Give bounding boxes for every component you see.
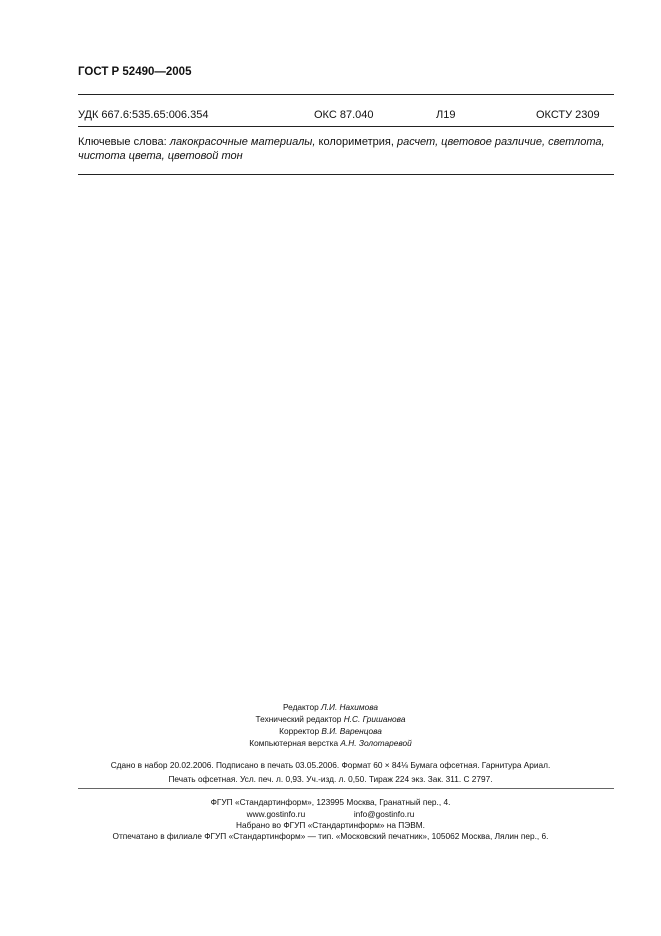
typeset-note: Набрано во ФГУП «Стандартинформ» на ПЭВМ. [236, 820, 425, 830]
udk-code: УДК 667.6:535.65:006.354 [78, 109, 209, 121]
publisher-address: ФГУП «Стандартинформ», 123995 Москва, Гранатный пер., 4. [210, 797, 451, 807]
credit-role: Компьютерная верстка [249, 738, 339, 748]
credit-role: Редактор [282, 702, 319, 712]
publication-details-1: Сдано в набор 20.02.2006. Подписано в печать 03.05.2006. Формат 60 × 84⅛ Бумага офсетная. Гарнитура Ариал. [110, 760, 551, 770]
publication-details-2: Печать офсетная. Усл. печ. л. 0,93. Уч.-изд. л. 0,50. Тираж 224 экз. Зак. 311. С 2797. [168, 774, 493, 784]
keyword-materials: лакокрасочные материалы, [169, 136, 316, 148]
credit-corrector [0, 726, 661, 736]
imprint-rule [78, 788, 614, 789]
credit-editor [0, 702, 661, 712]
group-code: Л19 [436, 109, 456, 121]
classification-rule [78, 126, 614, 127]
publisher-website-link[interactable]: www.gostinfo.ru [246, 809, 306, 819]
keywords-label: Ключевые слова: [78, 136, 167, 148]
publisher-email-link[interactable]: info@gostinfo.ru [353, 809, 415, 819]
keywords-line-1 [78, 136, 605, 148]
keyword-calculation: расчет, цветовое различие, светлота, [396, 136, 605, 148]
credit-layout [0, 738, 661, 748]
okstu-code: ОКСТУ 2309 [536, 109, 600, 121]
credit-role: Технический редактор [255, 714, 342, 724]
oks-code: ОКС 87.040 [314, 109, 374, 121]
credit-role: Корректор [279, 726, 320, 736]
credit-tech-editor [0, 714, 661, 724]
header-rule [78, 94, 614, 95]
keyword-colorimetry: колориметрия, [318, 136, 394, 148]
publisher-contacts [0, 809, 661, 819]
credit-person: А.Н. Золотаревой [340, 738, 412, 748]
keywords-line-2: чистота цвета, цветовой тон [78, 150, 243, 162]
keywords-rule [78, 174, 614, 175]
print-note: Отпечатано в филиале ФГУП «Стандартинформ» — тип. «Московский печатник», 105062 Москва, Лялин пер., 6. [112, 831, 549, 841]
standard-code: ГОСТ Р 52490—2005 [78, 66, 192, 78]
credit-person: В.И. Варенцова [321, 726, 382, 736]
credit-person: Н.С. Гришанова [343, 714, 406, 724]
credit-person: Л.И. Нахимова [321, 702, 378, 712]
